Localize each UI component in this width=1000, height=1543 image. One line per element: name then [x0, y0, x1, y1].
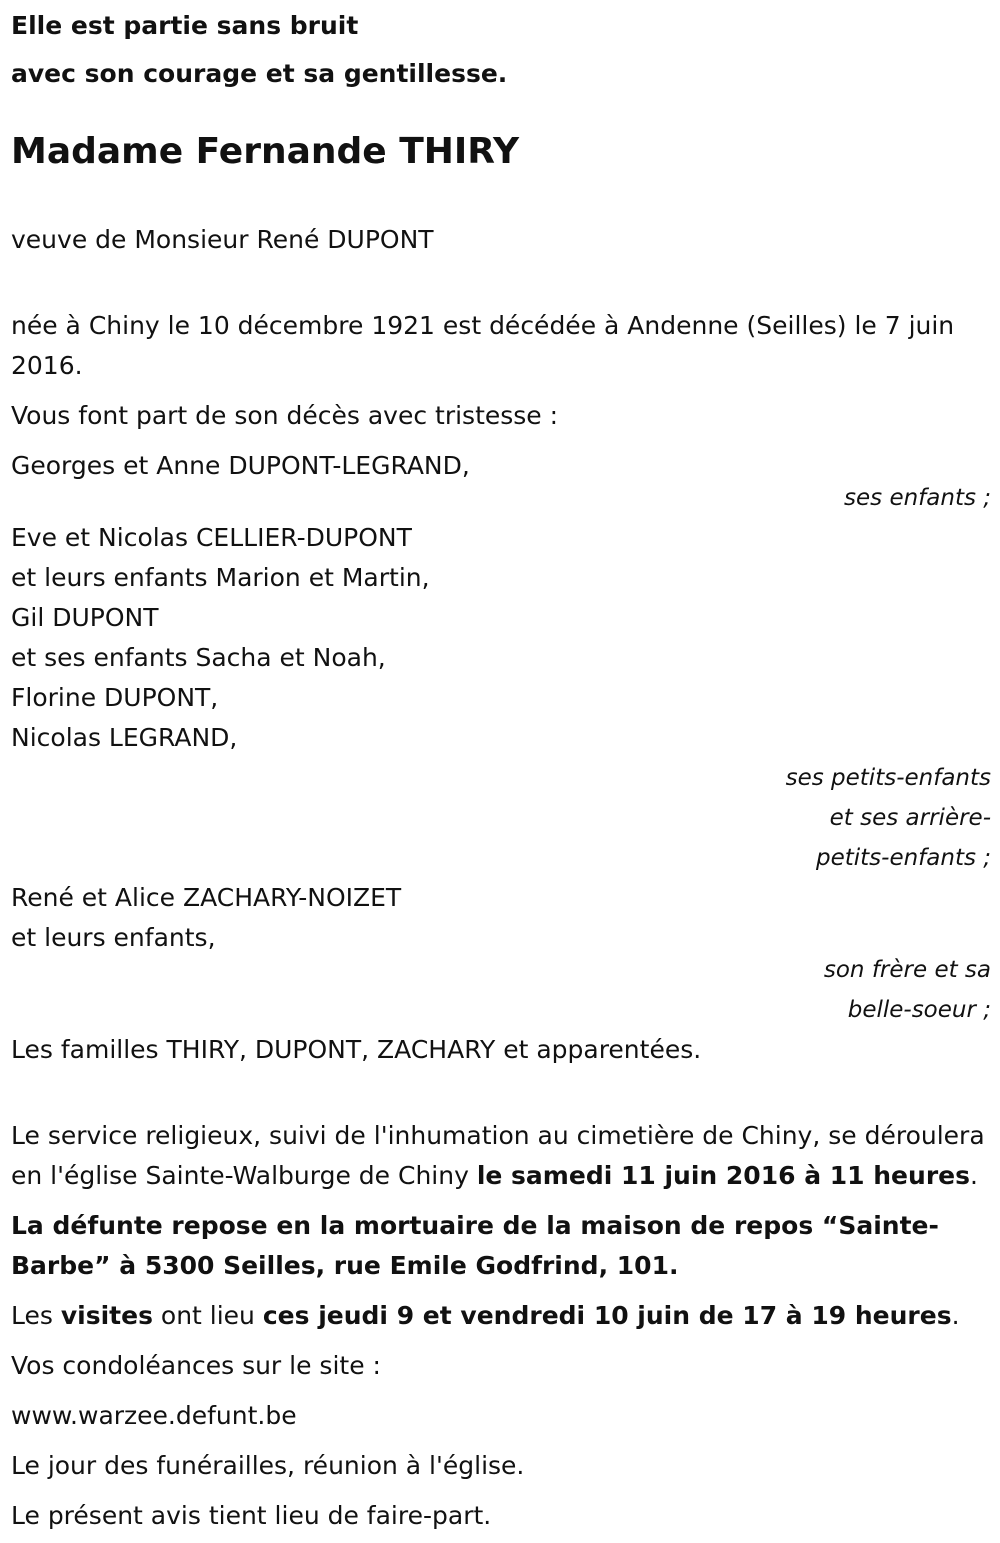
visits-prefix: Les [11, 1301, 61, 1330]
grandchildren-name: Nicolas LEGRAND, [11, 723, 238, 752]
website-link[interactable]: www.warzee.defunt.be [11, 1401, 297, 1430]
service-text: Le service religieux, suivi de l'inhumation au cimetière de Chiny, se déroulera en l'église Sainte-Walburge de Chiny [11, 1121, 985, 1190]
obituary-notice [11, 0, 991, 1536]
visits-dates: ces jeudi 9 et vendredi 10 juin de 17 à 19 heures [262, 1301, 952, 1330]
siblings-group [11, 878, 991, 1030]
widow-of: veuve de Monsieur René DUPONT [11, 225, 434, 254]
service-info [11, 1116, 991, 1196]
service-end: . [969, 1161, 978, 1190]
epigraph [11, 0, 991, 98]
grandchildren-group [11, 518, 991, 878]
children-names: Georges et Anne DUPONT-LEGRAND, [11, 451, 470, 480]
visits-word: visites [60, 1301, 153, 1330]
deceased-name: Madame Fernande THIRY [11, 131, 520, 172]
siblings-relation: son frère et sa [823, 957, 991, 983]
families: Les familles THIRY, DUPONT, ZACHARY et apparentées. [11, 1035, 702, 1064]
visits-end: . [951, 1301, 960, 1330]
grandchildren-name: et ses enfants Sacha et Noah, [11, 643, 386, 672]
grandchildren-name: Eve et Nicolas CELLIER-DUPONT [11, 523, 412, 552]
visits-middle: ont lieu [152, 1301, 263, 1330]
grandchildren-name: Florine DUPONT, [11, 683, 219, 712]
service-date: le samedi 11 juin 2016 à 11 heures [476, 1161, 970, 1190]
funeral-day: Le jour des funérailles, réunion à l'église. [11, 1451, 525, 1480]
repose-info: La défunte repose en la mortuaire de la maison de repos “Sainte-Barbe” à 5300 Seilles, rue Emile Godfrind, 101. [11, 1211, 939, 1280]
grandchildren-relation: petits-enfants ; [815, 845, 991, 871]
grandchildren-relation: et ses arrière- [829, 805, 991, 831]
notice: Le présent avis tient lieu de faire-part. [11, 1501, 492, 1530]
siblings-name: René et Alice ZACHARY-NOIZET [11, 883, 402, 912]
birth-death: née à Chiny le 10 décembre 1921 est décédée à Andenne (Seilles) le 7 juin 2016. [11, 311, 955, 380]
grandchildren-name: et leurs enfants Marion et Martin, [11, 563, 430, 592]
siblings-relation: belle-soeur ; [847, 997, 991, 1023]
children-relation: ses enfants ; [844, 485, 991, 511]
grandchildren-name: Gil DUPONT [11, 603, 159, 632]
epigraph-line-1: Elle est partie sans bruit [11, 11, 359, 40]
grandchildren-relation: ses petits-enfants [785, 765, 991, 791]
children-group [11, 446, 991, 518]
siblings-name: et leurs enfants, [11, 923, 216, 952]
condolences: Vos condoléances sur le site : [11, 1351, 381, 1380]
epigraph-line-2: avec son courage et sa gentillesse. [11, 59, 508, 88]
announcement-intro: Vous font part de son décès avec tristesse : [11, 401, 559, 430]
visits-info [11, 1296, 991, 1336]
